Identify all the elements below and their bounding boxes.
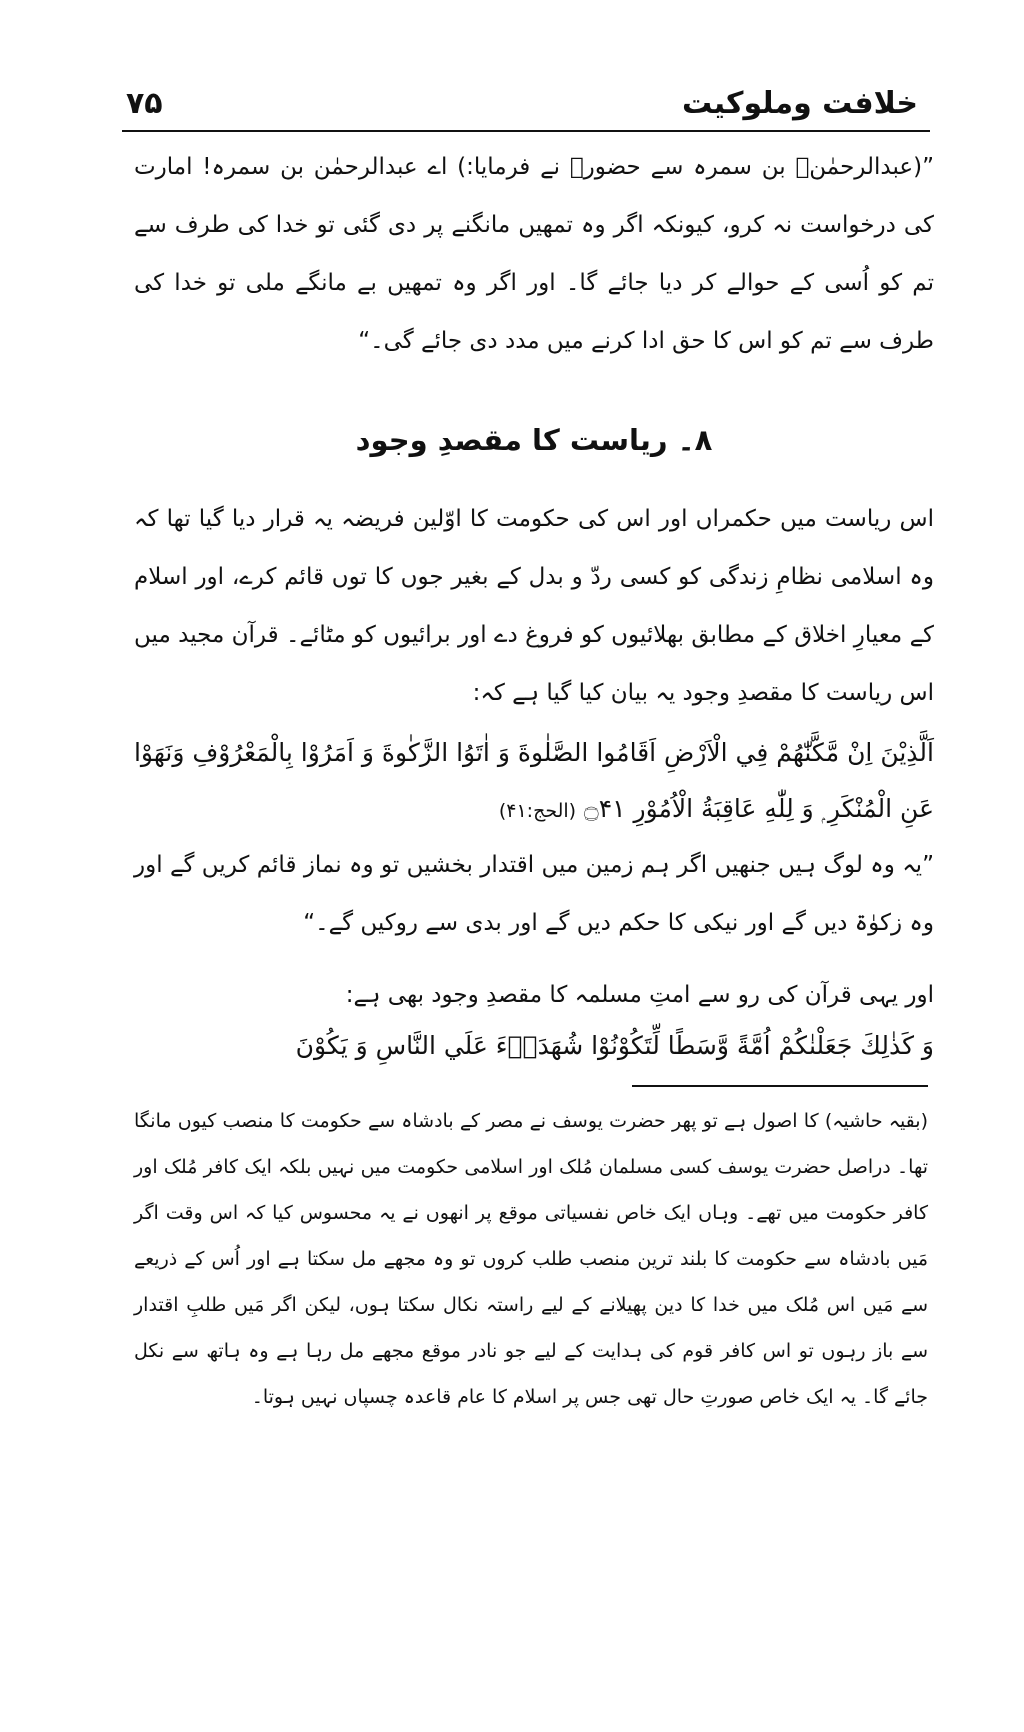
quran-verse <box>134 725 934 839</box>
footnote-rule <box>632 1085 928 1087</box>
quran-verse-2: وَ كَذٰلِكَ جَعَلْنٰكُمْ اُمَّةً وَّسَطًا لِّتَكُوْنُوْا شُهَدَاۗءَ عَلَي النَّاسِ وَ يَكُوْنَ <box>295 1031 934 1060</box>
page-header <box>122 82 932 130</box>
hadith-quote: ”(عبدالرحمٰنؓ بن سمرہ سے حضورؐ نے فرمایا:) اے عبدالرحمٰن بن سمرہ! امارت کی درخواست نہ کرو، کیونکہ اگر وہ تمھیں مانگنے پر دی گئی تو خدا کی طرف سے تم کو اُسی کے حوالے کر دیا جائے گا۔ اور اگر وہ تمھیں بے مانگے ملی تو خدا کی طرف سے تم کو اس کا حق ادا کرنے میں مدد دی جائے گی۔“ <box>134 154 934 354</box>
verse-reference: (الحج:۴۱) <box>498 800 577 822</box>
body-paragraph: اس ریاست میں حکمراں اور اس کی حکومت کا اوّلین فریضہ یہ قرار دیا گیا تھا کہ وہ اسلامی نظامِ زندگی کو کسی ردّ و بدل کے بغیر جوں کا توں قائم کرے، اور اسلام کے معیارِ اخلاق کے مطابق بھلائیوں کو فروغ دے اور برائیوں کو مٹائے۔ قرآن مجید میں اس ریاست کا مقصدِ وجود یہ بیان کیا گیا ہے کہ: <box>134 506 934 706</box>
footnote: (بقیہ حاشیہ) کا اصول ہے تو پھر حضرت یوسف نے مصر کے بادشاہ سے حکومت کا منصب کیوں مانگا تھا۔ دراصل حضرت یوسف کسی مسلمان مُلک اور اسلامی حکومت میں نہیں بلکہ ایک کافر مُلک اور کافر حکومت میں تھے۔ وہاں ایک خاص نفسیاتی موقع پر انھوں نے یہ محسوس کیا کہ اس وقت اگر مَیں بادشاہ سے حکومت کا بلند ترین منصب طلب کروں تو وہ مجھے مل سکتا ہے اور اُس کے ذریعے سے مَیں اس مُلک میں خدا کا دین پھیلانے کے لیے راستہ نکال سکتا ہوں، لیکن اگر مَیں طلبِ اقتدار سے باز رہوں تو اس کافر قوم کی ہدایت کے لیے جو نادر موقع مجھے مل رہا ہے وہ ہاتھ سے نکل جائے گا۔ یہ ایک خاص صورتِ حال تھی جس پر اسلام کا عام قاعدہ چسپاں نہیں ہوتا۔ <box>134 1110 928 1408</box>
quran-verse-text: اَلَّذِيْنَ اِنْ مَّكَّنّٰهُمْ فِي الْاَرْضِ اَقَامُوا الصَّلٰوةَ وَ اٰتَوُا الزَّكٰوةَ وَ اَمَرُوْا بِالْمَعْرُوْفِ وَنَهَوْا عَنِ الْمُنْكَرِ ۭ وَ لِلّٰهِ عَاقِبَةُ الْاُمُوْرِ ۝۴۱ <box>133 738 934 823</box>
body-paragraph-lead: اور یہی قرآن کی رو سے امتِ مسلمہ کا مقصدِ وجود بھی ہے: <box>345 982 934 1008</box>
page-number: ۷۵ <box>126 86 163 121</box>
header-rule <box>122 130 930 132</box>
running-title: خلافت وملوکیت <box>682 86 918 121</box>
section-heading: ۸۔ ریاست کا مقصدِ وجود <box>355 423 713 457</box>
verse-translation: ”یہ وہ لوگ ہیں جنھیں اگر ہم زمین میں اقتدار بخشیں تو وہ نماز قائم کریں گے اور وہ زکوٰۃ دیں گے اور نیکی کا حکم دیں گے اور بدی سے روکیں گے۔“ <box>134 852 934 936</box>
